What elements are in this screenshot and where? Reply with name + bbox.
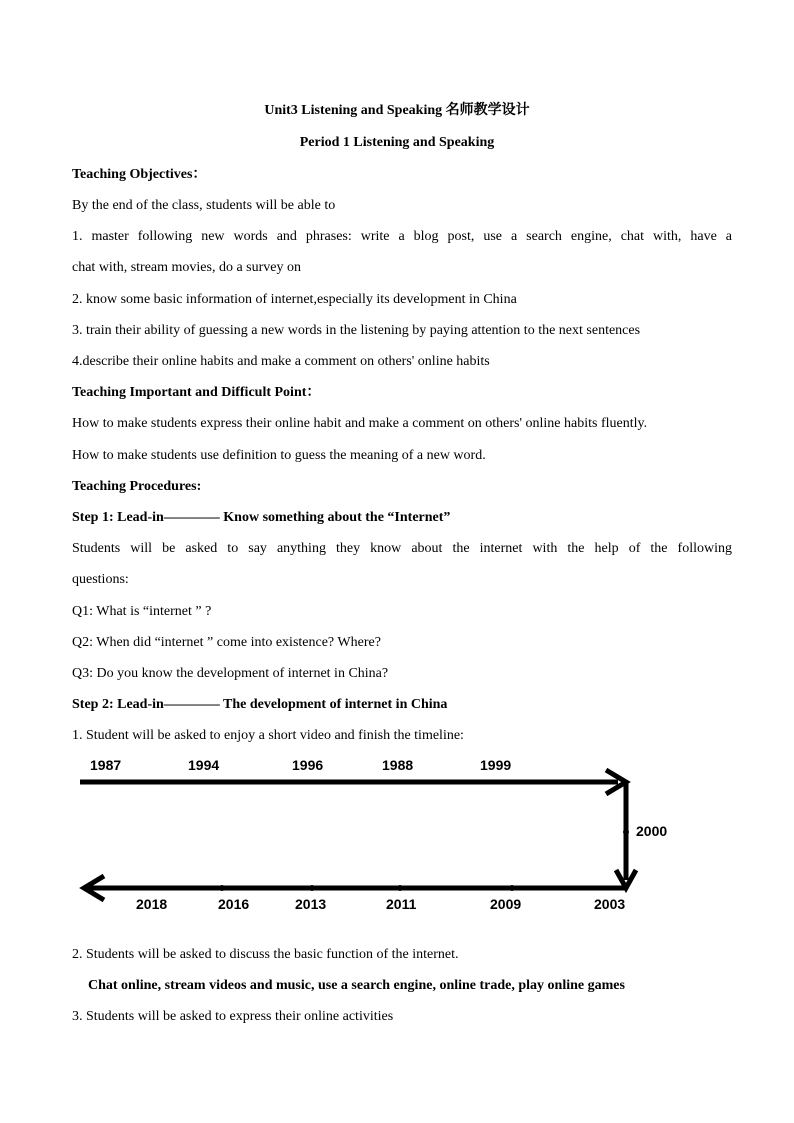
step-2-heading: Step 2: Lead-in———— The development of internet in China (72, 697, 448, 712)
objective-3: 3. train their ability of guessing a new words in the listening by paying attention to the next sentences (72, 323, 641, 338)
timeline-year-bottom-4: 2011 (386, 896, 417, 912)
timeline-year-side: 2000 (636, 823, 668, 839)
timeline-year-bottom-2: 2016 (218, 896, 250, 912)
points-heading: Teaching Important and Difficult Point： (72, 385, 321, 400)
timeline-year-bottom-1: 2018 (136, 896, 168, 912)
point-2: How to make students use definition to guess the meaning of a new word. (72, 448, 486, 463)
timeline-year-top-1: 1987 (90, 757, 122, 773)
procedures-heading: Teaching Procedures: (72, 479, 202, 494)
step-1-text-line-1: Students will be asked to say anything they know about the internet with the help of the following (72, 541, 732, 556)
timeline-marker-bottom-4 (509, 885, 515, 891)
objective-1-line-1: 1. master following new words and phrases: write a blog post, use a search engine, chat with, have a (72, 229, 732, 244)
timeline-year-bottom-6: 2003 (594, 896, 626, 912)
timeline-year-top-5: 1999 (480, 757, 512, 773)
objectives-intro: By the end of the class, students will be able to (72, 198, 336, 213)
timeline-year-top-4: 1988 (382, 757, 414, 773)
objective-1-line-2: chat with, stream movies, do a survey on (72, 260, 302, 275)
step-1-text-line-2: questions: (72, 572, 129, 587)
timeline-marker-bottom-3 (397, 885, 403, 891)
question-3: Q3: Do you know the development of internet in China? (72, 666, 389, 681)
question-1: Q1: What is “internet ” ? (72, 604, 212, 619)
point-1: How to make students express their online habit and make a comment on others' online habits fluently. (72, 416, 648, 431)
document-subtitle: Period 1 Listening and Speaking (299, 135, 495, 150)
step-2-item-1: 1. Student will be asked to enjoy a short video and finish the timeline: (72, 728, 464, 743)
question-2: Q2: When did “internet ” come into existence? Where? (72, 635, 381, 650)
timeline-marker-bottom-2 (309, 885, 315, 891)
step-1-heading: Step 1: Lead-in———— Know something about the “Internet” (72, 510, 451, 525)
step-2-functions: Chat online, stream videos and music, use a search engine, online trade, play online games (88, 978, 625, 993)
step-2-item-3: 3. Students will be asked to express their online activities (72, 1009, 394, 1024)
timeline-marker-bottom-1 (219, 885, 225, 891)
timeline-year-top-3: 1996 (292, 757, 324, 773)
document-title: Unit3 Listening and Speaking 名师教学设计 (264, 103, 530, 118)
timeline-diagram (70, 748, 690, 920)
objective-4: 4.describe their online habits and make a comment on others' online habits (72, 354, 490, 369)
timeline-year-top-2: 1994 (188, 757, 220, 773)
timeline-year-bottom-3: 2013 (295, 896, 327, 912)
objectives-heading: Teaching Objectives： (72, 167, 207, 182)
timeline-year-bottom-5: 2009 (490, 896, 522, 912)
objective-2: 2. know some basic information of internet,especially its development in China (72, 292, 517, 307)
timeline-marker-side (623, 829, 629, 835)
step-2-item-2: 2. Students will be asked to discuss the basic function of the internet. (72, 947, 459, 962)
